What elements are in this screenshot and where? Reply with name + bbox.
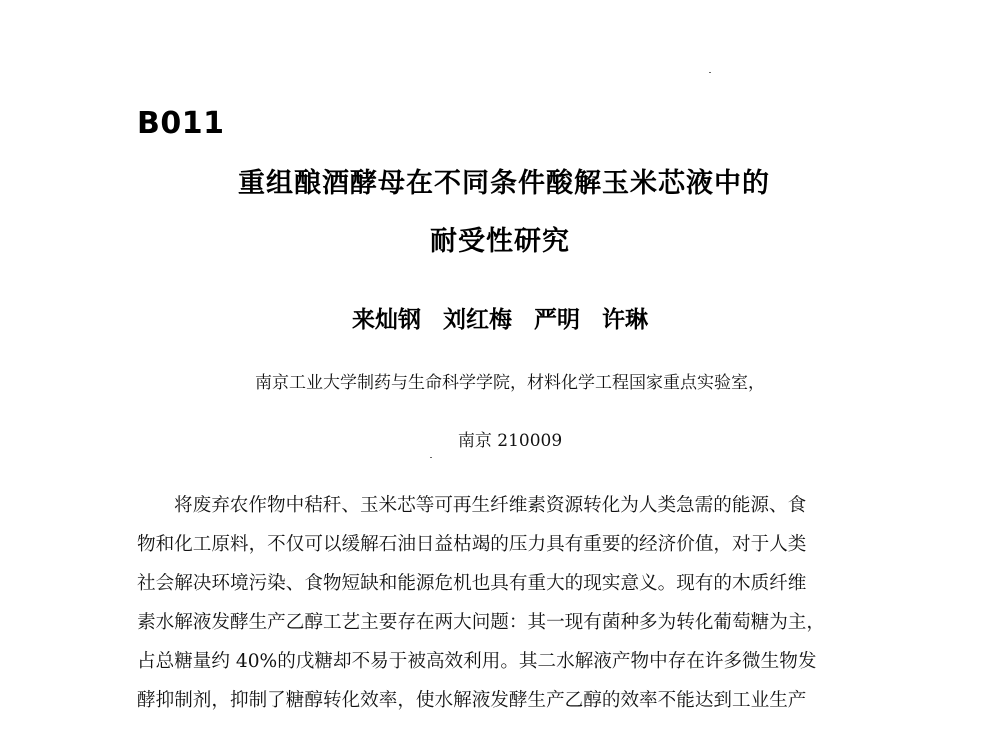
paper-title-line-2: 耐受性研究 — [430, 226, 570, 257]
body-line: 物和化工原料，不仅可以缓解石油日益枯竭的压力具有重要的经济价值，对于人类 — [137, 534, 807, 555]
body-line: 占总糖量约 40%的戊糖却不易于被高效利用。其二水解液产物中存在许多微生物发 — [137, 651, 817, 672]
affiliation-line-2: 南京 210009 — [457, 431, 563, 451]
body-line: 社会解决环境污染、食物短缺和能源危机也具有重大的现实意义。现有的木质纤维 — [137, 573, 807, 594]
paper-title-line-1: 重组酿酒酵母在不同条件酸解玉米芯液中的 — [238, 168, 770, 199]
author-name: 刘红梅 — [443, 307, 512, 333]
scan-speck — [709, 72, 711, 73]
affiliation-line-1: 南京工业大学制药与生命科学学院，材料化学工程国家重点实验室， — [255, 373, 765, 393]
body-paragraph — [137, 486, 887, 720]
scan-speck — [430, 457, 432, 458]
author-list — [0, 305, 1000, 335]
author-name: 严明 — [534, 307, 580, 333]
author-name: 许琳 — [602, 307, 648, 333]
body-line: 酵抑制剂，抑制了糖醇转化效率，使水解液发酵生产乙醇的效率不能达到工业生产 — [137, 690, 807, 711]
body-line: 素水解液发酵生产乙醇工艺主要存在两大问题：其一现有菌种多为转化葡萄糖为主， — [137, 612, 825, 633]
author-name: 来灿钢 — [352, 307, 421, 333]
document-code: B011 — [137, 106, 225, 141]
body-line: 将废弃农作物中秸秆、玉米芯等可再生纤维素资源转化为人类急需的能源、食 — [174, 495, 807, 516]
